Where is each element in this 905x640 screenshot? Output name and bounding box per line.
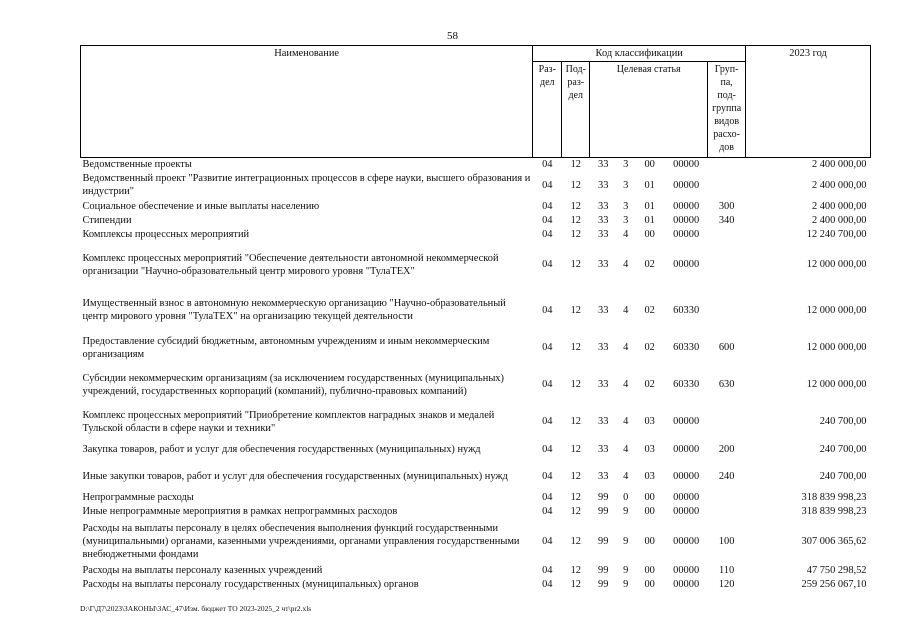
row-podrazdel: 12 — [570, 578, 581, 590]
row-target-1: 99 — [598, 491, 609, 503]
header-gruppa: Груп- па, под- группа видов расхо- дов — [708, 62, 746, 158]
row-razdel: 04 — [542, 201, 553, 212]
row-podrazdel: 12 — [570, 471, 581, 482]
row-target-3: 02 — [644, 304, 655, 316]
row-target-1: 33 — [598, 159, 609, 170]
table-row — [81, 563, 871, 577]
row-target-2: 0 — [623, 491, 629, 503]
row-podrazdel: 12 — [570, 342, 581, 353]
row-target-4: 60330 — [673, 304, 700, 316]
row-name: Непрограммные расходы — [82, 491, 194, 503]
row-target-3: 00 — [644, 578, 655, 590]
row-razdel: 04 — [542, 229, 553, 240]
table-row — [81, 158, 871, 172]
row-target-2: 9 — [623, 578, 629, 590]
row-target-3: 01 — [644, 201, 655, 212]
row-target-1: 33 — [598, 229, 609, 240]
row-target-3: 02 — [644, 342, 655, 353]
row-target-1: 33 — [598, 259, 609, 270]
row-expense-type: 630 — [718, 379, 735, 390]
row-target-2: 4 — [623, 416, 629, 427]
row-target-2: 4 — [623, 259, 629, 270]
row-amount: 12 000 000,00 — [806, 379, 867, 390]
row-name: Расходы на выплаты персоналу в целях обеспечения выполнения функций государственными (муниципальными) органами, казенными учреждениями, органами управления государственными внебюджетными фондами — [82, 522, 520, 560]
row-amount: 318 839 998,23 — [801, 506, 867, 517]
row-target-2: 4 — [623, 229, 629, 240]
row-target-4: 00000 — [673, 491, 700, 503]
row-amount: 259 256 067,10 — [801, 578, 867, 590]
table-row — [81, 242, 871, 287]
row-expense-type — [708, 287, 746, 333]
table-row — [81, 362, 871, 407]
row-podrazdel: 12 — [570, 564, 581, 576]
row-target-1: 99 — [598, 564, 609, 576]
row-target-4: 00000 — [673, 229, 700, 240]
row-amount: 12 000 000,00 — [806, 342, 867, 353]
row-target-2: 4 — [623, 444, 629, 455]
row-name: Иные закупки товаров, работ и услуг для обеспечения государственных (муниципальных) нужд — [82, 471, 508, 482]
row-podrazdel: 12 — [570, 416, 581, 427]
header-podrazdel: Под- раз- дел — [562, 62, 590, 158]
row-target-2: 3 — [623, 201, 629, 212]
row-target-4: 00000 — [673, 201, 700, 212]
row-target-4: 00000 — [673, 416, 700, 427]
row-amount: 2 400 000,00 — [811, 179, 867, 191]
row-podrazdel: 12 — [570, 506, 581, 517]
row-podrazdel: 12 — [570, 535, 581, 547]
table-row — [81, 407, 871, 436]
row-razdel: 04 — [542, 159, 553, 170]
row-target-3: 03 — [644, 471, 655, 482]
row-amount: 2 400 000,00 — [811, 159, 867, 170]
row-target-4: 00000 — [673, 159, 700, 170]
table-row — [81, 214, 871, 227]
row-target-4: 00000 — [673, 179, 700, 191]
table-row — [81, 333, 871, 362]
row-target-4: 00000 — [673, 564, 700, 576]
row-target-4: 00000 — [673, 535, 700, 547]
row-target-4: 00000 — [673, 444, 700, 455]
row-target-1: 33 — [598, 416, 609, 427]
table-row — [81, 504, 871, 519]
row-amount: 240 700,00 — [819, 416, 867, 427]
row-amount: 2 400 000,00 — [811, 201, 867, 212]
row-razdel: 04 — [542, 564, 553, 576]
row-expense-type: 120 — [718, 578, 735, 590]
row-razdel: 04 — [542, 506, 553, 517]
row-expense-type: 100 — [718, 535, 735, 547]
row-podrazdel: 12 — [570, 379, 581, 390]
row-razdel: 04 — [542, 416, 553, 427]
row-name: Субсидии некоммерческим организациям (за исключением государственных (муниципальных) учреждений, государственных корпораций (компаний), публично-правовых компаний) — [82, 372, 504, 397]
row-target-1: 33 — [598, 471, 609, 482]
header-year: 2023 год — [746, 46, 871, 158]
row-target-3: 01 — [644, 179, 655, 191]
row-target-2: 4 — [623, 379, 629, 390]
row-expense-type: 340 — [718, 215, 735, 226]
row-razdel: 04 — [542, 342, 553, 353]
row-target-3: 00 — [644, 506, 655, 517]
row-expense-type — [708, 407, 746, 436]
row-razdel: 04 — [542, 304, 553, 316]
row-podrazdel: 12 — [570, 444, 581, 455]
budget-table — [80, 45, 871, 591]
header-name: Наименование — [81, 46, 533, 158]
row-amount: 307 006 365,62 — [801, 535, 867, 547]
row-expense-type: 110 — [719, 564, 735, 576]
row-target-3: 00 — [644, 564, 655, 576]
row-name: Иные непрограммные мероприятия в рамках непрограммных расходов — [82, 506, 398, 517]
header-code: Код классификации — [533, 46, 746, 62]
row-target-1: 99 — [598, 578, 609, 590]
row-expense-type — [708, 171, 746, 199]
table-body — [81, 158, 871, 592]
row-podrazdel: 12 — [570, 215, 581, 226]
table-row — [81, 490, 871, 504]
table-row — [81, 463, 871, 490]
row-razdel: 04 — [542, 471, 553, 482]
row-target-1: 99 — [598, 506, 609, 517]
row-expense-type: 300 — [718, 201, 735, 212]
page-number: 58 — [447, 30, 458, 42]
row-target-3: 03 — [644, 416, 655, 427]
row-amount: 12 240 700,00 — [806, 229, 867, 240]
table-row — [81, 577, 871, 591]
row-target-1: 33 — [598, 201, 609, 212]
row-target-1: 33 — [598, 215, 609, 226]
row-target-3: 02 — [644, 259, 655, 270]
row-target-2: 4 — [623, 342, 629, 353]
row-target-3: 02 — [644, 379, 655, 390]
row-name: Расходы на выплаты персоналу государственных (муниципальных) органов — [82, 578, 419, 590]
header-razdel: Раз- дел — [533, 62, 562, 158]
row-podrazdel: 12 — [570, 259, 581, 270]
row-target-4: 00000 — [673, 215, 700, 226]
row-target-2: 9 — [623, 535, 629, 547]
row-podrazdel: 12 — [570, 159, 581, 170]
row-target-2: 9 — [623, 506, 629, 517]
row-target-4: 00000 — [673, 578, 700, 590]
row-target-1: 99 — [598, 535, 609, 547]
row-target-4: 60330 — [673, 342, 700, 353]
row-target-1: 33 — [598, 304, 609, 316]
row-name: Ведомственный проект "Развитие интеграционных процессов в сфере науки, высшего образования и индустрии" — [82, 173, 531, 197]
row-razdel: 04 — [542, 444, 553, 455]
row-razdel: 04 — [542, 578, 553, 590]
row-name: Социальное обеспечение и иные выплаты населению — [82, 201, 320, 212]
row-podrazdel: 12 — [570, 304, 581, 316]
row-target-2: 4 — [623, 471, 629, 482]
row-target-3: 03 — [644, 444, 655, 455]
row-expense-type: 200 — [718, 444, 735, 455]
file-path-footer: D:\Г\Д7\2023\ЗАКОНЫ\ЗАС_47\Изм. бюджет ТО 2023-2025_2 чт\pr2.xls — [80, 604, 312, 613]
row-target-4: 60330 — [673, 379, 700, 390]
row-amount: 318 839 998,23 — [801, 491, 867, 503]
row-amount: 12 000 000,00 — [806, 259, 867, 270]
row-target-3: 00 — [644, 159, 655, 170]
row-amount: 2 400 000,00 — [811, 215, 867, 226]
row-name: Стипендии — [82, 215, 132, 226]
row-target-1: 33 — [598, 379, 609, 390]
row-target-3: 00 — [644, 535, 655, 547]
row-amount: 240 700,00 — [819, 471, 867, 482]
table-row — [81, 171, 871, 199]
row-podrazdel: 12 — [570, 229, 581, 240]
row-podrazdel: 12 — [570, 491, 581, 503]
row-expense-type — [708, 490, 746, 504]
table-row — [81, 199, 871, 214]
row-name: Закупка товаров, работ и услуг для обеспечения государственных (муниципальных) нужд — [82, 444, 481, 455]
row-target-2: 3 — [623, 159, 629, 170]
row-expense-type — [708, 242, 746, 287]
row-expense-type — [708, 504, 746, 519]
row-target-4: 00000 — [673, 259, 700, 270]
row-razdel: 04 — [542, 179, 553, 191]
row-target-1: 33 — [598, 444, 609, 455]
row-name: Ведомственные проекты — [82, 159, 192, 170]
row-target-2: 3 — [623, 215, 629, 226]
row-razdel: 04 — [542, 535, 553, 547]
row-name: Расходы на выплаты персоналу казенных учреждений — [82, 564, 323, 576]
row-target-1: 33 — [598, 179, 609, 191]
row-target-3: 00 — [644, 229, 655, 240]
row-razdel: 04 — [542, 259, 553, 270]
row-target-3: 01 — [644, 215, 655, 226]
row-name: Комплекс процессных мероприятий "Приобретение комплектов наградных знаков и медалей Тульской области в сфере науки и техники" — [82, 409, 495, 434]
row-name: Комплексы процессных мероприятий — [82, 229, 250, 240]
row-name: Имущественный взнос в автономную некоммерческую организацию "Научно-образовательный центр мирового уровня "ТулаТЕХ" на организацию текущей деятельности — [82, 298, 506, 322]
table-row — [81, 287, 871, 333]
row-name: Комплекс процессных мероприятий "Обеспечение деятельности автономной некоммерческой организации "Научно-образовательный центр мирового уровня "ТулаТЕХ" — [82, 252, 499, 277]
row-podrazdel: 12 — [570, 201, 581, 212]
row-amount: 240 700,00 — [819, 444, 867, 455]
table-row — [81, 519, 871, 563]
table-row — [81, 436, 871, 463]
table-row — [81, 227, 871, 242]
row-expense-type: 240 — [718, 471, 735, 482]
row-amount: 47 750 298,52 — [806, 564, 867, 576]
header-celevaya: Целевая статья — [590, 62, 708, 158]
row-expense-type — [708, 227, 746, 242]
row-target-1: 33 — [598, 342, 609, 353]
row-razdel: 04 — [542, 379, 553, 390]
row-target-4: 00000 — [673, 506, 700, 517]
row-target-2: 9 — [623, 564, 629, 576]
row-amount: 12 000 000,00 — [806, 304, 867, 316]
row-target-2: 4 — [623, 304, 629, 316]
row-expense-type: 600 — [718, 342, 735, 353]
row-name: Предоставление субсидий бюджетным, автономным учреждениям и иным некоммерческим организациям — [82, 335, 490, 360]
row-target-4: 00000 — [673, 471, 700, 482]
row-podrazdel: 12 — [570, 179, 581, 191]
row-target-3: 00 — [644, 491, 655, 503]
row-razdel: 04 — [542, 215, 553, 226]
row-razdel: 04 — [542, 491, 553, 503]
row-target-2: 3 — [623, 179, 629, 191]
row-expense-type — [708, 158, 746, 172]
